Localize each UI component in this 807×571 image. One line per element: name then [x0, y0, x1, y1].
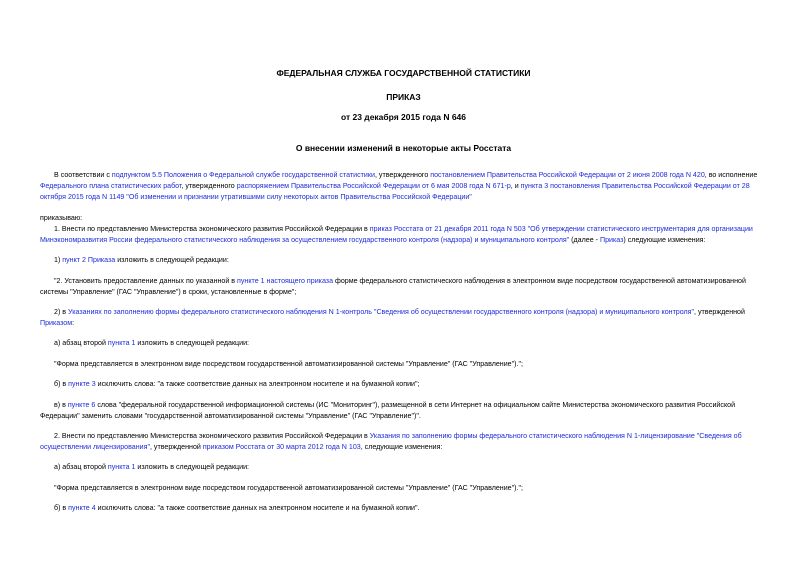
item2-line-2	[40, 442, 767, 453]
item2-text: , утвержденной	[149, 443, 203, 451]
sa-quote-text: "Форма представляется в электронном виде посредством государственной автоматизированной системы "Управление" (ГАС "Управление").";	[54, 360, 523, 368]
link-instructions-1-control[interactable]: Указаниях по заполнению формы федерального статистического наблюдения N 1-контроль "Сведения об осуществлении государственного контроля (надзора) и муниципального контроля"	[68, 308, 695, 316]
preamble-text: В соответствии с	[54, 171, 112, 179]
sub1-text: 1)	[54, 256, 63, 264]
sub2-line-1	[40, 307, 767, 318]
quote1-line-2: системы "Управление" (ГАС "Управление") в сроки, установленные в форме";	[40, 288, 297, 296]
item1-text: 1. Внести по представлению Министерства экономического развития Российской Федерации в	[54, 225, 370, 233]
item1-paragraph	[40, 224, 767, 246]
link-resolution-420[interactable]: постановлением Правительства Российской Федерации от 2 июня 2008 года N 420	[430, 171, 705, 179]
link-federal-plan[interactable]: Федерального плана статистических работ	[40, 182, 182, 190]
quote1-text: "2. Установить предоставление данных по указанной в	[54, 277, 238, 285]
item2-paragraph	[40, 431, 767, 453]
link-clause-2-order[interactable]: пункт 2 Приказа	[62, 256, 116, 264]
item2-line-1	[40, 431, 767, 442]
link-clause-1-this-order[interactable]: пункте 1 настоящего приказа	[237, 277, 334, 285]
link-clause-3-resolution[interactable]: пункта 3 постановления Правительства Российской Федерации от 28	[520, 182, 750, 190]
link-subclause-5-5[interactable]: подпунктом 5.5 Положения о Федеральной службе государственной статистики	[111, 171, 375, 179]
item1-sa-quote	[40, 359, 767, 370]
item2-sb	[40, 503, 767, 514]
sv-line-2: Федерации" заменить словами "государственной автоматизированной системы "Управление" (ГАС "Управление")".	[40, 412, 421, 420]
item1-sub2	[40, 307, 767, 329]
link-instructions-1-licensing[interactable]: Указания по заполнению формы федерального статистического наблюдения N 1-лицензирование "Сведения об	[369, 432, 742, 440]
link-clause-1[interactable]: пункта 1	[107, 339, 136, 347]
doc-date: от 23 декабря 2015 года N 646	[340, 112, 467, 122]
item1-text: (далее -	[569, 236, 600, 244]
sub2-text: 2) в	[54, 308, 69, 316]
preamble-text: , во исполнение	[704, 171, 758, 179]
link-resolution-1149[interactable]: октября 2015 года N 1149 "Об изменении и признании утратившими силу некоторых актов Правительства Российской Федерации"	[40, 193, 472, 201]
sa-text: а) абзац второй	[54, 463, 108, 471]
link-order-671r[interactable]: распоряжением Правительства Российской Федерации от 6 мая 2008 года N 671-р	[236, 182, 511, 190]
item2-sa	[40, 462, 767, 473]
preamble-text: , утвержденного	[374, 171, 431, 179]
link-order-103[interactable]: приказом Росстата от 30 марта 2012 года N 103	[202, 443, 361, 451]
link-clause-4[interactable]: пункте 4	[68, 504, 96, 512]
preamble-line-1	[40, 170, 767, 181]
sa-text: изложить в следующей редакции:	[135, 463, 250, 471]
preamble-text: , и	[510, 182, 521, 190]
item1-line-2	[40, 235, 767, 246]
sv-line-1	[40, 400, 767, 411]
sb-text: исключить слова: "а также соответствие данных на электронном носителе и на бумажной копии".	[95, 504, 420, 512]
link-order-503[interactable]: приказ Росстата от 21 декабря 2011 года N 503 "Об утверждении статистического инструментария для организации	[369, 225, 753, 233]
item1-line-1	[40, 224, 767, 235]
doc-type: ПРИКАЗ	[386, 92, 421, 102]
sub2-line-2	[40, 318, 767, 329]
sub2-text: , утвержденной	[694, 308, 745, 316]
link-clause-3[interactable]: пункте 3	[68, 380, 96, 388]
org-title: ФЕДЕРАЛЬНАЯ СЛУЖБА ГОСУДАРСТВЕННОЙ СТАТИСТИКИ	[276, 68, 531, 78]
preamble	[40, 170, 767, 203]
preamble-line-2	[40, 181, 767, 192]
sb-text: б) в	[54, 380, 69, 388]
preamble-line-3	[40, 192, 767, 203]
link-order-approved[interactable]: Приказом	[40, 319, 73, 327]
item1-sub1	[40, 255, 767, 266]
item2-sa-quote	[40, 483, 767, 494]
item1-text: ) следующие изменения:	[623, 236, 706, 244]
item1-sb	[40, 379, 767, 390]
sub2-text: :	[72, 319, 75, 327]
item1-quote1	[40, 276, 767, 298]
item2-text: 2. Внести по представлению Министерства экономического развития Российской Федерации в	[54, 432, 370, 440]
item2-text: , следующие изменения:	[360, 443, 443, 451]
sa-quote-text: "Форма представляется в электронном виде посредством государственной автоматизированной системы "Управление" (ГАС "Управление").";	[54, 484, 523, 492]
orders-line: приказываю:	[40, 214, 83, 222]
sa-text: а) абзац второй	[54, 339, 108, 347]
item1-sa	[40, 338, 767, 349]
sub1-text: изложить в следующей редакции:	[115, 256, 229, 264]
doc-subject: О внесении изменений в некоторые акты Росстата	[295, 143, 512, 153]
sb-text: исключить слова: "а также соответствие данных на электронном носителе и на бумажной копии";	[95, 380, 420, 388]
preamble-text: , утвержденного	[181, 182, 237, 190]
link-order[interactable]: Приказ	[599, 236, 624, 244]
sa-text: изложить в следующей редакции:	[135, 339, 250, 347]
sv-text: в) в	[54, 401, 68, 409]
quote1-line-1	[40, 276, 767, 287]
item1-sv	[40, 400, 767, 422]
sv-text: слова "федеральной государственной информационной системы (ИС "Мониторинг"), размещенной в сети Интернет на официальном сайте Министерства экономического развития Российской	[95, 401, 736, 409]
link-clause-1[interactable]: пункта 1	[107, 463, 136, 471]
link-clause-6[interactable]: пункте 6	[67, 401, 96, 409]
sb-text: б) в	[54, 504, 69, 512]
link-order-503-cont[interactable]: Минэкономразвития России федерального статистического наблюдения за осуществлением государственного контроля (надзора) и муниципального контроля"	[40, 236, 570, 244]
quote1-text: форме федерального статистического наблюдения в электронном виде посредством государственной автоматизированной	[333, 277, 746, 285]
link-instructions-1-licensing-cont[interactable]: осуществлении лицензирования"	[40, 443, 150, 451]
